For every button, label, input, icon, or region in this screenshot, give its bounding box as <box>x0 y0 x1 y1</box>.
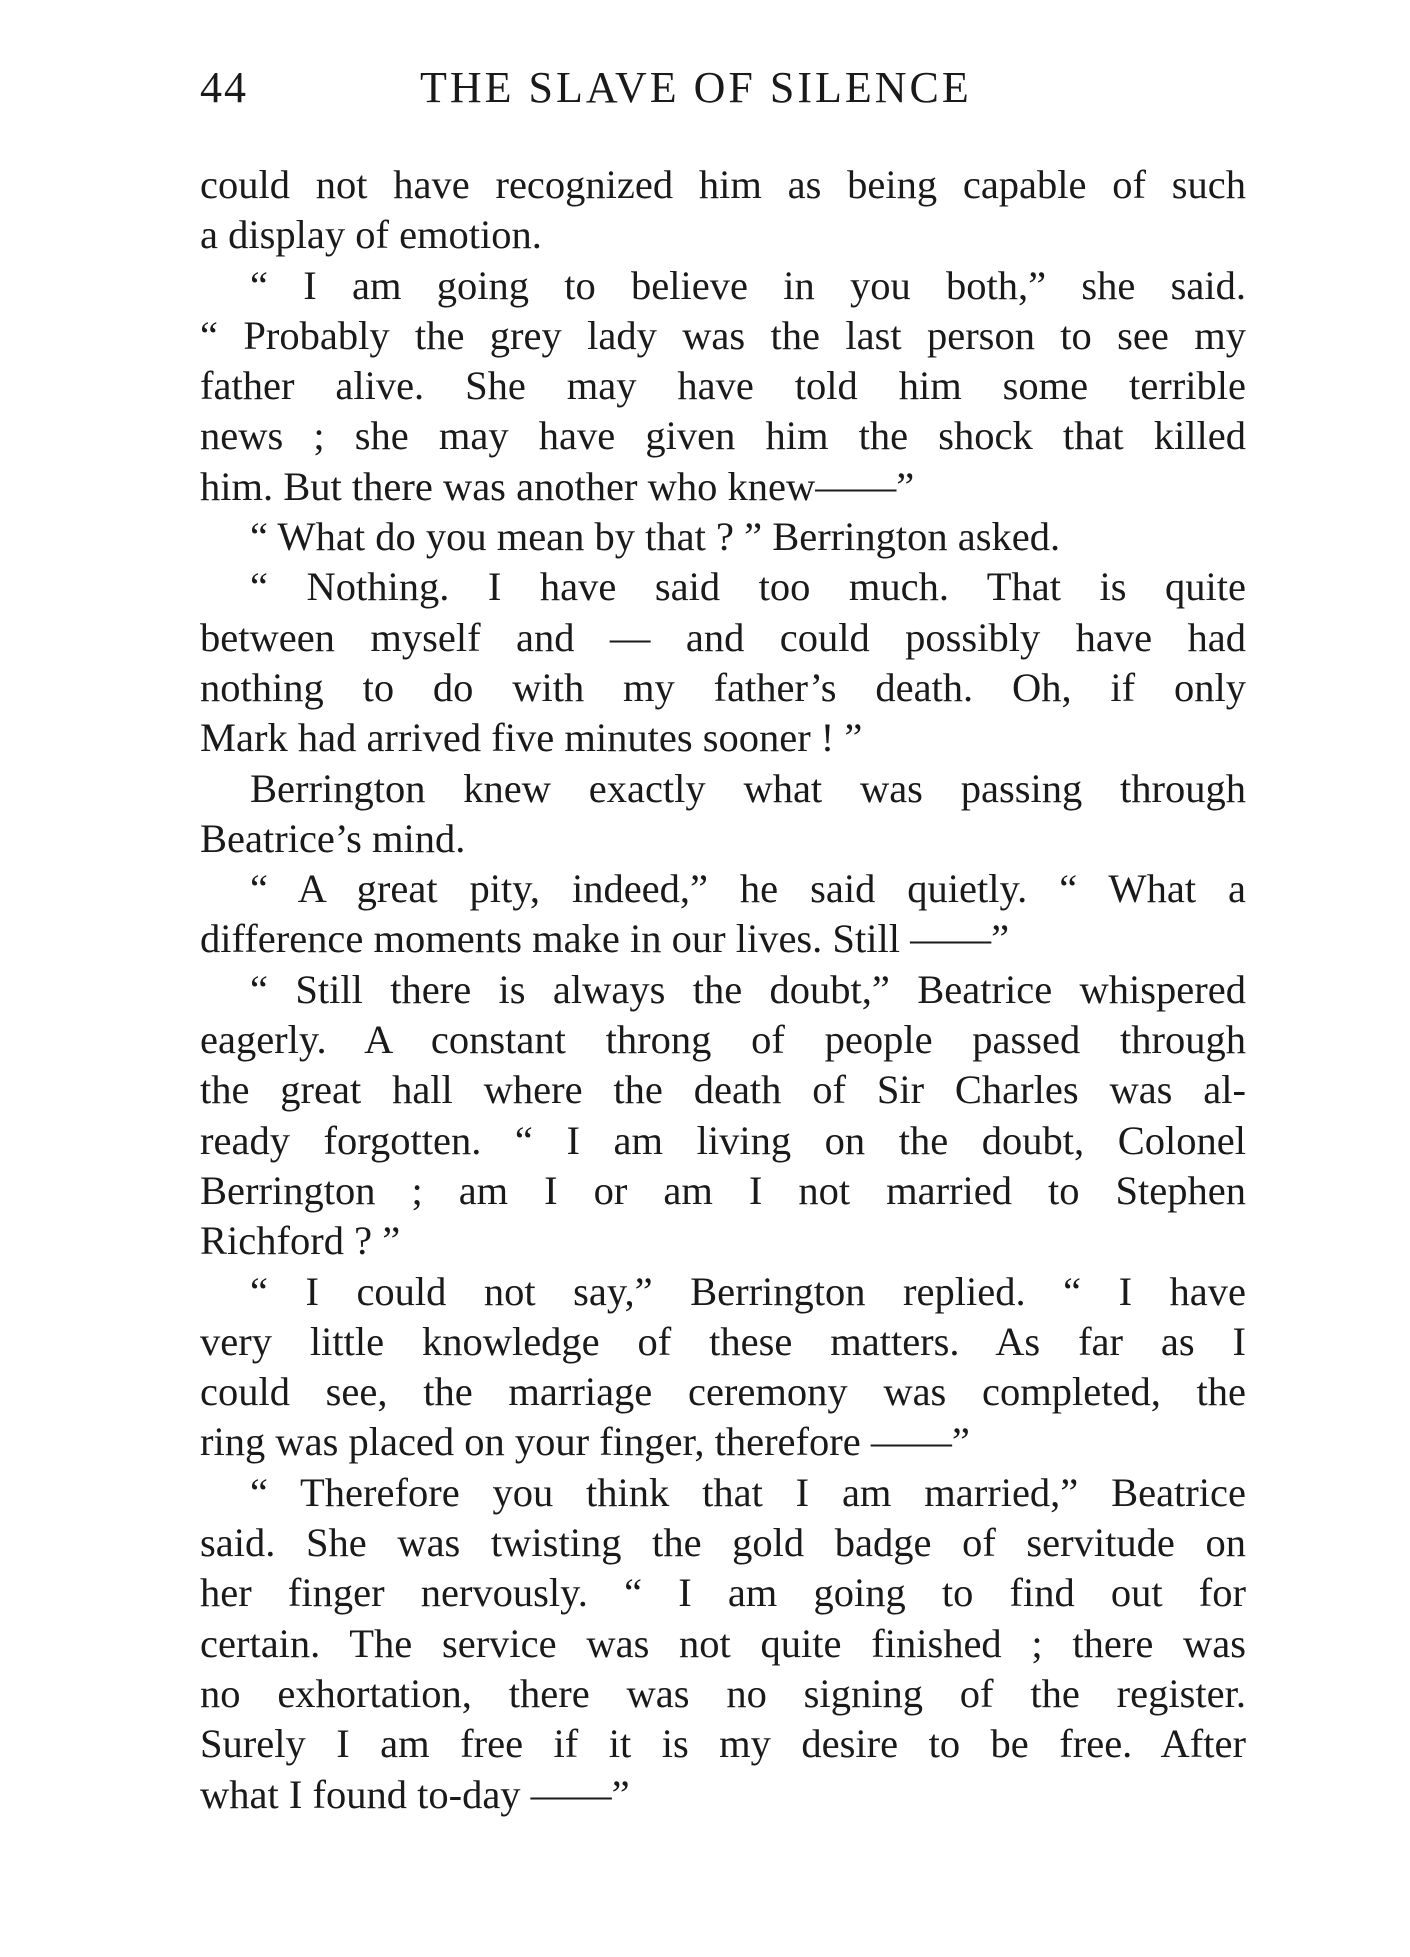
text-line: “ Still there is always the doubt,” Beatrice whispered <box>250 966 1246 1012</box>
text-line: “ What do you mean by that ? ” Berrington asked. <box>250 514 1061 560</box>
text-line: a display of emotion. <box>200 212 542 258</box>
text-line: certain. The service was not quite finished ; there was <box>200 1620 1246 1666</box>
text-line: “ I could not say,” Berrington replied. “ I have <box>250 1268 1246 1314</box>
text-line: the great hall where the death of Sir Charles was al- <box>200 1067 1246 1113</box>
text-line: could see, the marriage ceremony was completed, the <box>200 1369 1246 1415</box>
text-line: what I found to-day ——” <box>200 1771 630 1817</box>
text-line: her finger nervously. “ I am going to find out for <box>200 1570 1246 1616</box>
text-line: “ Therefore you think that I am married,” Beatrice <box>250 1469 1246 1515</box>
text-line: father alive. She may have told him some terrible <box>200 363 1246 409</box>
text-line: Berrington knew exactly what was passing through <box>250 765 1246 811</box>
text-line: could not have recognized him as being capable of such <box>200 162 1246 207</box>
text-line: Beatrice’s mind. <box>200 815 466 861</box>
text-line: very little knowledge of these matters. As far as I <box>200 1318 1246 1364</box>
running-head: THE SLAVE OF SILENCE <box>420 63 972 112</box>
text-line: ready forgotten. “ I am living on the doubt, Colonel <box>200 1117 1246 1163</box>
page-header <box>200 62 1246 122</box>
text-line: “ I am going to believe in you both,” she said. <box>250 262 1246 308</box>
text-line: Mark had arrived five minutes sooner ! ” <box>200 715 863 761</box>
text-line: between myself and — and could possibly have had <box>200 614 1246 660</box>
text-line: news ; she may have given him the shock that killed <box>200 413 1246 459</box>
text-line: difference moments make in our lives. Still ——” <box>200 916 1010 962</box>
text-line: said. She was twisting the gold badge of servitude on <box>200 1520 1246 1566</box>
text-line: Berrington ; am I or am I not married to Stephen <box>200 1167 1246 1213</box>
page-number: 44 <box>200 63 248 112</box>
text-line: “ Nothing. I have said too much. That is quite <box>250 564 1246 610</box>
text-line: Surely I am free if it is my desire to be free. After <box>200 1721 1246 1767</box>
body-text <box>200 160 1246 1820</box>
text-line: “ Probably the grey lady was the last person to see my <box>200 312 1246 358</box>
text-line: Richford ? ” <box>200 1218 401 1264</box>
text-line: eagerly. A constant throng of people passed through <box>200 1017 1246 1063</box>
text-line: ring was placed on your finger, therefore ——” <box>200 1419 970 1465</box>
text-line: “ A great pity, indeed,” he said quietly. “ What a <box>250 866 1246 912</box>
text-line: no exhortation, there was no signing of the register. <box>200 1670 1246 1716</box>
text-line: him. But there was another who knew——” <box>200 463 915 509</box>
text-line: nothing to do with my father’s death. Oh, if only <box>200 664 1246 710</box>
